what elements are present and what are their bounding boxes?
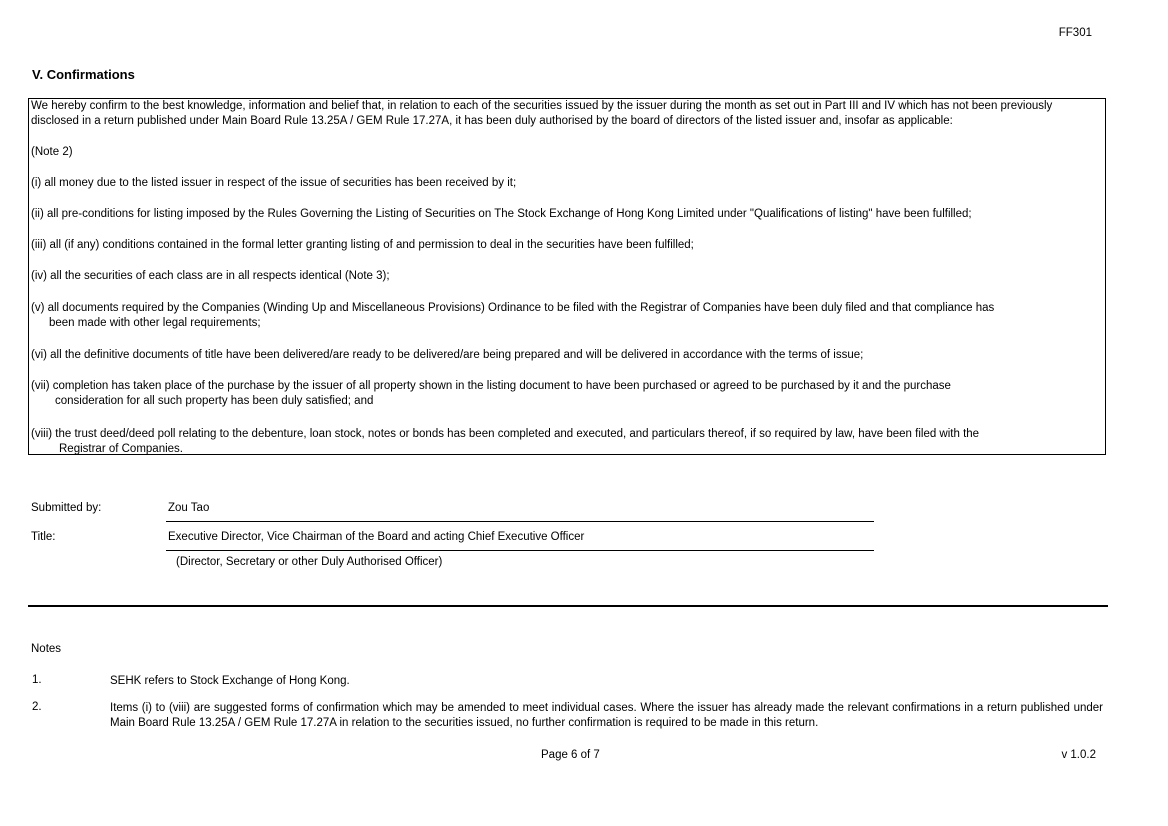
section-title: V. Confirmations xyxy=(32,67,135,82)
note-number-2: 2. xyxy=(32,701,42,713)
confirmation-item-iv: (iv) all the securities of each class are in all respects identical (Note 3); xyxy=(31,270,390,282)
note-reference: (Note 2) xyxy=(31,146,73,158)
title-value: Executive Director, Vice Chairman of the Board and acting Chief Executive Officer xyxy=(168,531,585,543)
confirmation-item-i: (i) all money due to the listed issuer in respect of the issue of securities has been received by it; xyxy=(31,177,517,189)
confirmation-item-vii-line2: consideration for all such property has been duly satisfied; and xyxy=(55,394,374,407)
signatory-caption: (Director, Secretary or other Duly Authorised Officer) xyxy=(176,556,443,568)
section-divider xyxy=(28,605,1108,607)
page-number: Page 6 of 7 xyxy=(541,749,600,761)
confirmation-item-v xyxy=(31,301,1103,330)
submitted-by-label: Submitted by: xyxy=(31,502,102,514)
confirmation-item-vii xyxy=(31,379,1103,408)
confirmation-item-v-line1: (v) all documents required by the Companies (Winding Up and Miscellaneous Provisions) Ordinance to be filed with the Registrar of Companies have been duly filed and that compliance has xyxy=(31,302,995,314)
confirmation-item-iii: (iii) all (if any) conditions contained in the formal letter granting listing of and permission to deal in the securities have been fulfilled; xyxy=(31,239,694,251)
confirmation-item-vi: (vi) all the definitive documents of title have been delivered/are ready to be delivered/are being prepared and will be delivered in accordance with the terms of issue; xyxy=(31,349,864,361)
confirmation-item-v-line2: been made with other legal requirements; xyxy=(49,316,261,329)
note-number-1: 1. xyxy=(32,674,42,686)
form-version: v 1.0.2 xyxy=(1061,749,1096,761)
confirmation-item-ii: (ii) all pre-conditions for listing imposed by the Rules Governing the Listing of Securities on The Stock Exchange of Hong Kong Limited under "Qualifications of listing" have been fulfilled; xyxy=(31,208,972,220)
note-text-2: Items (i) to (viii) are suggested forms of confirmation which may be amended to meet individual cases. Where the issuer has already made the relevant confirmations in a return published under Main Board Rule 13.25A / GEM Rule 17.27A in relation to the securities issued, no further confirmation is required to be made in this return. xyxy=(110,702,1103,729)
confirmation-item-viii-line2: Registrar of Companies. xyxy=(59,442,183,455)
submitted-by-value: Zou Tao xyxy=(168,502,210,514)
form-code: FF301 xyxy=(1058,27,1092,39)
confirmations-box xyxy=(28,98,1106,455)
title-underline xyxy=(166,550,874,551)
confirmation-item-viii xyxy=(31,427,1103,456)
notes-heading: Notes xyxy=(31,643,62,655)
confirmations-intro: We hereby confirm to the best knowledge, information and belief that, in relation to each of the securities issued by the issuer during the month as set out in Part III and IV which has not been previously disclosed in a return published under Main Board Rule 13.25A / GEM Rule 17.27A, it has been duly authorised by the board of directors of the listed issuer and, insofar as applicable: xyxy=(31,100,1053,127)
note-text-1: SEHK refers to Stock Exchange of Hong Kong. xyxy=(110,675,350,687)
confirmation-item-viii-line1: (viii) the trust deed/deed poll relating to the debenture, loan stock, notes or bonds has been completed and executed, and particulars thereof, if so required by law, have been filed with the xyxy=(31,428,980,440)
title-label: Title: xyxy=(31,531,56,543)
confirmation-item-vii-line1: (vii) completion has taken place of the purchase by the issuer of all property shown in the listing document to have been purchased or agreed to be purchased by it and the purchase xyxy=(31,380,951,392)
submitted-by-underline xyxy=(166,521,874,522)
